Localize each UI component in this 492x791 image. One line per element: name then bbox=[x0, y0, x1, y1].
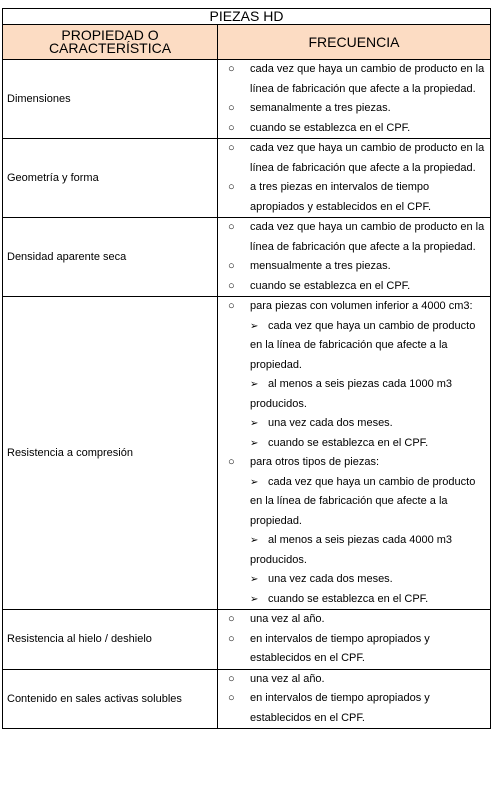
frequency-subitem bbox=[218, 590, 490, 610]
frequency-subitem bbox=[218, 434, 490, 454]
frequency-item bbox=[218, 277, 490, 297]
frequency-item bbox=[218, 139, 490, 178]
arrow-bullet-icon: ➢ bbox=[250, 437, 259, 449]
frequency-subitem bbox=[218, 375, 490, 414]
frequency-subitem bbox=[218, 317, 490, 376]
circle-bullet-icon: ○ bbox=[228, 279, 235, 292]
property-cell: Resistencia a compresión bbox=[3, 297, 218, 610]
frequency-subitem bbox=[218, 531, 490, 570]
frequency-item-text: en intervalos de tiempo apropiados y establecidos en el CPF. bbox=[250, 692, 430, 724]
arrow-bullet-icon: ➢ bbox=[250, 476, 259, 488]
frequency-item-text: una vez al año. bbox=[250, 613, 325, 625]
frequency-item bbox=[218, 689, 490, 728]
circle-bullet-icon: ○ bbox=[228, 456, 235, 468]
circle-bullet-icon: ○ bbox=[228, 672, 235, 685]
frequency-item-text: cada vez que haya un cambio de producto en la línea de fabricación que afecte a la propiedad. bbox=[250, 142, 485, 174]
frequency-header: FRECUENCIA bbox=[218, 25, 491, 60]
frequency-item-text: cuando se establezca en el CPF. bbox=[250, 121, 411, 134]
frequency-cell bbox=[218, 218, 491, 297]
title-row bbox=[3, 9, 491, 25]
frequency-cell bbox=[218, 669, 491, 729]
table-row bbox=[3, 218, 491, 297]
frequency-item bbox=[218, 630, 490, 669]
arrow-bullet-icon: ➢ bbox=[250, 320, 259, 332]
frequency-item bbox=[218, 119, 490, 139]
property-cell: Dimensiones bbox=[3, 60, 218, 139]
frequency-item-text: en intervalos de tiempo apropiados y establecidos en el CPF. bbox=[250, 632, 430, 664]
frequency-subitem-text: cada vez que haya un cambio de producto en la línea de fabricación que afecte a la propiedad. bbox=[250, 319, 476, 371]
circle-bullet-icon: ○ bbox=[228, 102, 235, 114]
circle-bullet-icon: ○ bbox=[228, 142, 235, 154]
frequency-subitem-text: al menos a seis piezas cada 4000 m3 producidos. bbox=[250, 534, 453, 566]
circle-bullet-icon: ○ bbox=[228, 613, 235, 625]
frequency-item bbox=[218, 610, 490, 630]
frequency-item-text: mensualmente a tres piezas. bbox=[250, 260, 391, 272]
frequency-item-text: para piezas con volumen inferior a 4000 cm3: bbox=[250, 300, 473, 312]
circle-bullet-icon: ○ bbox=[228, 632, 235, 645]
frequency-subitem-text: una vez cada dos meses. bbox=[268, 417, 393, 429]
table-row bbox=[3, 139, 491, 218]
frequency-item bbox=[218, 60, 490, 99]
frequency-item bbox=[218, 453, 490, 473]
frequency-item-text: cada vez que haya un cambio de producto en la línea de fabricación que afecte a la propiedad. bbox=[250, 221, 485, 253]
table-row bbox=[3, 297, 491, 610]
circle-bullet-icon: ○ bbox=[228, 221, 235, 233]
frequency-item bbox=[218, 297, 490, 317]
circle-bullet-icon: ○ bbox=[228, 300, 235, 312]
table-body bbox=[3, 60, 491, 729]
frequency-subitem bbox=[218, 414, 490, 434]
frequency-item-text: cuando se establezca en el CPF. bbox=[250, 279, 411, 292]
circle-bullet-icon: ○ bbox=[228, 121, 235, 134]
frequency-cell bbox=[218, 610, 491, 670]
arrow-bullet-icon: ➢ bbox=[250, 593, 259, 605]
property-cell: Contenido en sales activas solubles bbox=[3, 669, 218, 729]
arrow-bullet-icon: ➢ bbox=[250, 535, 259, 546]
frequency-subitem-text: una vez cada dos meses. bbox=[268, 573, 393, 585]
frequency-item bbox=[218, 257, 490, 277]
header-row bbox=[3, 25, 491, 60]
frequency-item-text: a tres piezas en intervalos de tiempo apropiados y establecidos en el CPF. bbox=[250, 181, 431, 213]
property-cell: Geometría y forma bbox=[3, 139, 218, 218]
frequency-item-text: para otros tipos de piezas: bbox=[250, 456, 380, 468]
property-cell: Densidad aparente seca bbox=[3, 218, 218, 297]
frequency-cell bbox=[218, 297, 491, 610]
frequency-item-text: una vez al año. bbox=[250, 672, 325, 685]
table-row bbox=[3, 610, 491, 670]
frequency-item bbox=[218, 670, 490, 690]
frequency-subitem-text: cuando se establezca en el CPF. bbox=[268, 436, 429, 449]
frequency-item bbox=[218, 178, 490, 217]
circle-bullet-icon: ○ bbox=[228, 181, 235, 193]
frequency-cell bbox=[218, 139, 491, 218]
arrow-bullet-icon: ➢ bbox=[250, 418, 259, 429]
frequency-item bbox=[218, 218, 490, 257]
frequency-table bbox=[2, 8, 491, 729]
table-row bbox=[3, 60, 491, 139]
circle-bullet-icon: ○ bbox=[228, 260, 235, 272]
property-header: PROPIEDAD O CARACTERÍSTICA bbox=[3, 25, 218, 60]
circle-bullet-icon: ○ bbox=[228, 63, 235, 75]
frequency-item bbox=[218, 99, 490, 119]
frequency-item-text: cada vez que haya un cambio de producto en la línea de fabricación que afecte a la propiedad. bbox=[250, 63, 485, 95]
frequency-subitem-text: al menos a seis piezas cada 1000 m3 producidos. bbox=[250, 378, 453, 410]
table-title: PIEZAS HD bbox=[3, 9, 491, 25]
frequency-subitem-text: cada vez que haya un cambio de producto en la línea de fabricación que afecte a la propiedad. bbox=[250, 475, 476, 527]
frequency-cell bbox=[218, 60, 491, 139]
frequency-subitem bbox=[218, 570, 490, 590]
arrow-bullet-icon: ➢ bbox=[250, 574, 259, 585]
frequency-subitem-text: cuando se establezca en el CPF. bbox=[268, 592, 429, 605]
frequency-item-text: semanalmente a tres piezas. bbox=[250, 102, 391, 114]
arrow-bullet-icon: ➢ bbox=[250, 379, 259, 390]
circle-bullet-icon: ○ bbox=[228, 692, 235, 704]
frequency-subitem bbox=[218, 473, 490, 532]
property-cell: Resistencia al hielo / deshielo bbox=[3, 610, 218, 670]
table-row bbox=[3, 669, 491, 729]
